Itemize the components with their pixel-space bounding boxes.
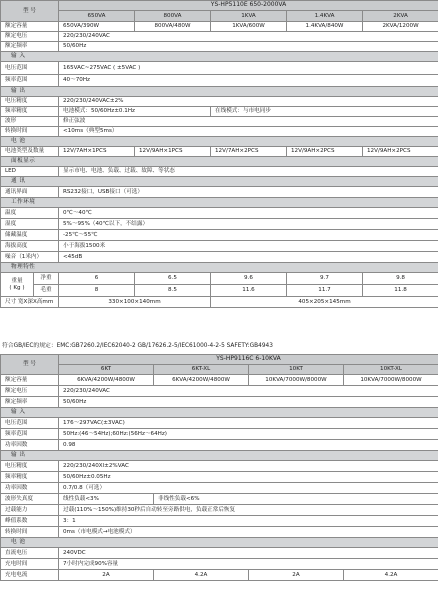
rated-frequency-value: 50/60Hz xyxy=(59,397,438,408)
waveform-label: 波形 xyxy=(1,117,59,127)
voltage-accuracy-value: 220/230/240Xl±2%VAC xyxy=(59,461,438,472)
rated-capacity-value: 650VA/390W xyxy=(59,22,135,32)
distortion-linear: 线性负载<3% xyxy=(59,494,154,505)
rated-capacity-value: 10KVA/7000W/8000W xyxy=(344,375,438,386)
altitude-label: 海拔高度 xyxy=(1,241,59,252)
model-2kva: 2KVA xyxy=(363,11,438,22)
input-power-factor-value: 0.98 xyxy=(59,440,438,451)
model-1-4kva: 1.4KVA xyxy=(287,11,363,22)
model-label: 型 号 xyxy=(1,1,59,22)
rated-voltage-label: 额定电压 xyxy=(1,386,59,397)
transfer-time-label: 转换时间 xyxy=(1,527,59,538)
frequency-range-label: 频率范围 xyxy=(1,75,59,87)
section-environment: 工作环境 xyxy=(1,198,438,208)
charge-current-label: 充电电流 xyxy=(1,570,59,581)
battery-type-label: 电池类型及数量 xyxy=(1,147,59,157)
dimensions-value-large: 405×205×145mm xyxy=(211,297,438,308)
weight-label: 重量 xyxy=(11,278,23,285)
charge-time-value: 7小时内完成90%容量 xyxy=(59,559,438,570)
overload-value: 过载(110%～150%)维持30秒后自动转至旁路供电，负载正常后恢复 xyxy=(59,505,438,516)
humidity-label: 湿度 xyxy=(1,219,59,230)
section-input: 输 入 xyxy=(1,408,438,418)
charge-time-label: 充电时间 xyxy=(1,559,59,570)
battery-type-value: 12V/9AH×2PCS xyxy=(287,147,363,157)
crest-factor-label: 峰值系数 xyxy=(1,516,59,527)
net-weight-value: 6 xyxy=(59,273,135,285)
frequency-range-value: 50Hz:(46～54Hz);60Hz:(56Hz～64Hz) xyxy=(59,429,438,440)
dc-voltage-value: 240VDC xyxy=(59,548,438,559)
frequency-accuracy-label: 频率精度 xyxy=(1,107,59,117)
voltage-accuracy-value: 220/230/240VAC±2% xyxy=(59,97,438,107)
spec-table-hp9116c xyxy=(0,354,438,581)
temperature-label: 温度 xyxy=(1,208,59,219)
transfer-time-value: <10ms（典型5ms） xyxy=(59,127,438,137)
voltage-range-value: 176～297VAC(±3VAC) xyxy=(59,418,438,429)
series-title: YS-HP9116C 6-10KVA xyxy=(59,355,438,365)
model-10kt: 10KT xyxy=(249,365,344,375)
weight-label-cell xyxy=(1,273,34,297)
voltage-accuracy-label: 电压精度 xyxy=(1,461,59,472)
net-weight-value: 9.6 xyxy=(211,273,287,285)
rated-frequency-label: 额定频率 xyxy=(1,42,59,52)
net-weight-value: 9.7 xyxy=(287,273,363,285)
series-title: YS-HP5110E 650-2000VA xyxy=(59,1,438,11)
battery-type-value: 12V/9AH×1PCS xyxy=(135,147,211,157)
output-power-factor-label: 功率因数 xyxy=(1,483,59,494)
model-10kt-xl: 10KT-XL xyxy=(344,365,438,375)
charge-current-value: 2A xyxy=(249,570,344,581)
frequency-range-value: 40～70Hz xyxy=(59,75,438,87)
storage-temp-label: 储藏温度 xyxy=(1,230,59,241)
rated-capacity-value: 6KVA/4200W/4800W xyxy=(154,375,249,386)
frequency-accuracy-online: 在线模式：与市电同步 xyxy=(211,107,438,117)
battery-type-value: 12V/7AH×1PCS xyxy=(59,147,135,157)
dc-voltage-label: 直流电压 xyxy=(1,548,59,559)
model-label: 型 号 xyxy=(1,355,59,375)
frequency-accuracy-label: 频率精度 xyxy=(1,472,59,483)
standards-compliance-line: 符合GB/IEC的规定：EMC:GB7260.2/IEC62040-2 GB/17626.2-5/IEC61000-4-2-5 SAFETY:GB4943 xyxy=(2,343,273,349)
output-power-factor-value: 0.7/0.8（可选） xyxy=(59,483,438,494)
frequency-range-label: 频率范围 xyxy=(1,429,59,440)
weight-unit: ( Kg ) xyxy=(9,284,25,291)
net-weight-value: 6.5 xyxy=(135,273,211,285)
section-output: 输 出 xyxy=(1,87,438,97)
rated-capacity-value: 6KVA/4200W/4800W xyxy=(59,375,154,386)
gross-weight-value: 11.7 xyxy=(287,285,363,297)
rated-voltage-value: 220/230/240VAC xyxy=(59,32,438,42)
rated-frequency-label: 额定频率 xyxy=(1,397,59,408)
rated-capacity-value: 2KVA/1200W xyxy=(363,22,438,32)
frequency-accuracy-battery: 电池模式：50/60Hz±0.1Hz xyxy=(59,107,211,117)
section-battery: 电 池 xyxy=(1,137,438,147)
overload-label: 过载能力 xyxy=(1,505,59,516)
model-650va: 650VA xyxy=(59,11,135,22)
charge-current-value: 4.2A xyxy=(154,570,249,581)
voltage-range-value: 165VAC~275VAC ( ±5VAC ) xyxy=(59,62,438,75)
input-power-factor-label: 功率因数 xyxy=(1,440,59,451)
humidity-value: 5%～95%（40℃以下，不结露） xyxy=(59,219,438,230)
dimensions-value-small: 330×100×140mm xyxy=(59,297,211,308)
led-value: 显示市电、电池、负载、过载、故障、等状态 xyxy=(59,167,438,177)
led-label: LED xyxy=(1,167,59,177)
voltage-range-label: 电压范围 xyxy=(1,418,59,429)
net-weight-value: 9.8 xyxy=(363,273,438,285)
section-panel-display: 面板显示 xyxy=(1,157,438,167)
transfer-time-value: 0ms（市电模式→电池模式） xyxy=(59,527,438,538)
charge-current-value: 4.2A xyxy=(344,570,438,581)
gross-weight-value: 11.6 xyxy=(211,285,287,297)
storage-temp-value: -25℃～55℃ xyxy=(59,230,438,241)
section-communication: 通 讯 xyxy=(1,177,438,187)
comm-interface-value: RS232接口，USB接口（可选） xyxy=(59,187,438,198)
crest-factor-value: 3：1 xyxy=(59,516,438,527)
distortion-label: 波形失真度 xyxy=(1,494,59,505)
transfer-time-label: 转换时间 xyxy=(1,127,59,137)
distortion-nonlinear: 非线性负载<6% xyxy=(154,494,438,505)
section-input: 输 入 xyxy=(1,52,438,62)
rated-voltage-value: 220/230/240VAC xyxy=(59,386,438,397)
section-battery: 电 池 xyxy=(1,538,438,548)
model-6kt-xl: 6KT-XL xyxy=(154,365,249,375)
temperature-value: 0℃～40℃ xyxy=(59,208,438,219)
gross-weight-label: 毛重 xyxy=(34,285,59,297)
altitude-value: 小于海拔1500米 xyxy=(59,241,438,252)
voltage-accuracy-label: 电压精度 xyxy=(1,97,59,107)
section-physical: 物理特性 xyxy=(1,263,438,273)
noise-label: 噪音（1米内） xyxy=(1,252,59,263)
comm-interface-label: 通讯界面 xyxy=(1,187,59,198)
gross-weight-value: 11.8 xyxy=(363,285,438,297)
rated-capacity-label: 额定容量 xyxy=(1,22,59,32)
rated-capacity-label: 额定容量 xyxy=(1,375,59,386)
rated-frequency-value: 50/60Hz xyxy=(59,42,438,52)
noise-value: <45dB xyxy=(59,252,438,263)
model-800va: 800VA xyxy=(135,11,211,22)
gross-weight-value: 8 xyxy=(59,285,135,297)
section-output: 输 出 xyxy=(1,451,438,461)
voltage-range-label: 电压范围 xyxy=(1,62,59,75)
dimensions-label: 尺寸 宽X深X高mm xyxy=(1,297,59,308)
battery-type-value: 12V/9AH×2PCS xyxy=(363,147,438,157)
gross-weight-value: 8.5 xyxy=(135,285,211,297)
model-6kt: 6KT xyxy=(59,365,154,375)
frequency-accuracy-value: 50/60Hz±0.05Hz xyxy=(59,472,438,483)
waveform-value: 修正弦波 xyxy=(59,117,438,127)
net-weight-label: 净重 xyxy=(34,273,59,285)
rated-voltage-label: 额定电压 xyxy=(1,32,59,42)
model-1kva: 1KVA xyxy=(211,11,287,22)
battery-type-value: 12V/7AH×2PCS xyxy=(211,147,287,157)
rated-capacity-value: 1KVA/600W xyxy=(211,22,287,32)
rated-capacity-value: 1.4KVA/840W xyxy=(287,22,363,32)
rated-capacity-value: 800VA/480W xyxy=(135,22,211,32)
rated-capacity-value: 10KVA/7000W/8000W xyxy=(249,375,344,386)
charge-current-value: 2A xyxy=(59,570,154,581)
